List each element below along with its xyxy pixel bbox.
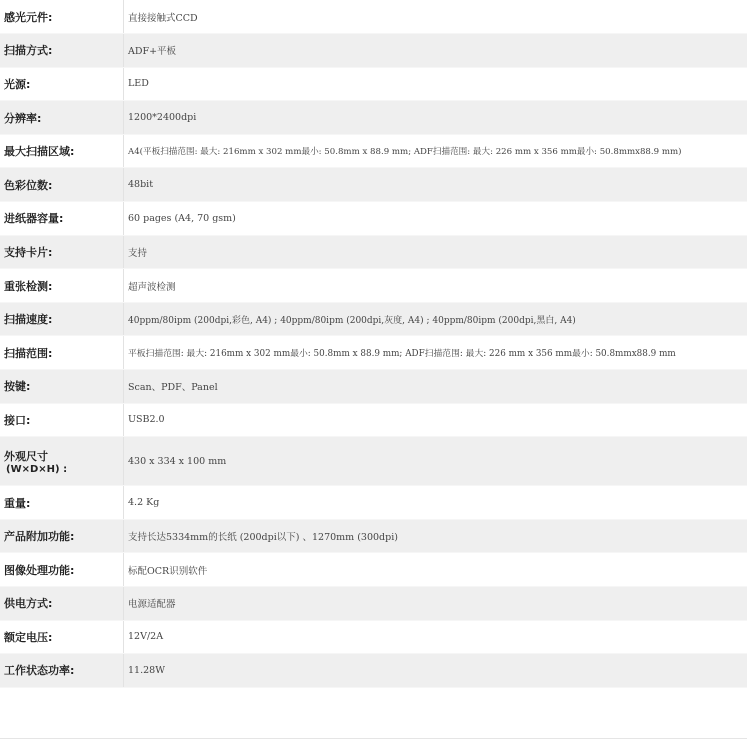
spec-value: 4.2 Kg xyxy=(124,486,748,520)
table-row xyxy=(0,134,747,168)
bottom-divider xyxy=(0,738,747,739)
table-row xyxy=(0,620,747,654)
spec-value: 11.28W xyxy=(124,654,748,688)
spec-label: 感光元件: xyxy=(0,0,124,34)
spec-label: 分辨率: xyxy=(0,101,124,135)
table-row xyxy=(0,101,747,135)
spec-value: 平板扫描范围: 最大: 216mm x 302 mm最小: 50.8mm x 88.9 mm; ADF扫描范围: 最大: 226 mm x 356 mm最小: 50.8mmx88.9 mm xyxy=(124,336,748,370)
spec-label: 重量: xyxy=(0,486,124,520)
spec-label xyxy=(0,437,124,486)
table-row xyxy=(0,302,747,336)
spec-value: 电源适配器 xyxy=(124,587,748,621)
table-row xyxy=(0,486,747,520)
table-row xyxy=(0,654,747,688)
spec-value: 直接接触式CCD xyxy=(124,0,748,34)
spec-label: 光源: xyxy=(0,67,124,101)
spec-value: 12V/2A xyxy=(124,620,748,654)
table-row xyxy=(0,519,747,553)
spec-label: 扫描方式: xyxy=(0,34,124,68)
spec-value: 超声波检测 xyxy=(124,269,748,303)
spec-value: 60 pages (A4, 70 gsm) xyxy=(124,202,748,236)
table-row xyxy=(0,553,747,587)
spec-value: USB2.0 xyxy=(124,403,748,437)
spec-label: 重张检测: xyxy=(0,269,124,303)
spec-label: 额定电压: xyxy=(0,620,124,654)
table-row xyxy=(0,67,747,101)
spec-value: 支持 xyxy=(124,235,748,269)
spec-value: 支持长达5334mm的长纸 (200dpi以下) 、1270mm (300dpi) xyxy=(124,519,748,553)
table-row xyxy=(0,168,747,202)
spec-label: 接口: xyxy=(0,403,124,437)
table-row xyxy=(0,403,747,437)
spec-label: 按键: xyxy=(0,370,124,404)
spec-label: 支持卡片: xyxy=(0,235,124,269)
table-row xyxy=(0,336,747,370)
spec-label: 产品附加功能: xyxy=(0,519,124,553)
table-row xyxy=(0,202,747,236)
spec-value: Scan、PDF、Panel xyxy=(124,370,748,404)
table-row xyxy=(0,437,747,486)
spec-value: 430 x 334 x 100 mm xyxy=(124,437,748,486)
spec-label-main: 外观尺寸 xyxy=(4,449,48,463)
spec-label: 图像处理功能: xyxy=(0,553,124,587)
spec-label: 进纸器容量: xyxy=(0,202,124,236)
table-row xyxy=(0,269,747,303)
table-row xyxy=(0,235,747,269)
table-row xyxy=(0,587,747,621)
table-row xyxy=(0,34,747,68)
spec-value: ADF+平板 xyxy=(124,34,748,68)
spec-value: LED xyxy=(124,67,748,101)
spec-label: 色彩位数: xyxy=(0,168,124,202)
spec-label: 扫描速度: xyxy=(0,302,124,336)
table-row xyxy=(0,370,747,404)
spec-value: 标配OCR识别软件 xyxy=(124,553,748,587)
spec-value: 1200*2400dpi xyxy=(124,101,748,135)
spec-label: 工作状态功率: xyxy=(0,654,124,688)
spec-label: 最大扫描区域: xyxy=(0,134,124,168)
spec-value: A4(平板扫描范围: 最大: 216mm x 302 mm最小: 50.8mm x 88.9 mm; ADF扫描范围: 最大: 226 mm x 356 mm最小: 50.8mmx88.9 mm) xyxy=(124,134,748,168)
spec-value: 48bit xyxy=(124,168,748,202)
spec-label-sub: (W×D×H) : xyxy=(6,463,68,475)
spec-label: 供电方式: xyxy=(0,587,124,621)
spec-value: 40ppm/80ipm (200dpi,彩色, A4) ; 40ppm/80ipm (200dpi,灰度, A4) ; 40ppm/80ipm (200dpi,黑白, A4) xyxy=(124,302,748,336)
table-row xyxy=(0,0,747,34)
spec-label: 扫描范围: xyxy=(0,336,124,370)
